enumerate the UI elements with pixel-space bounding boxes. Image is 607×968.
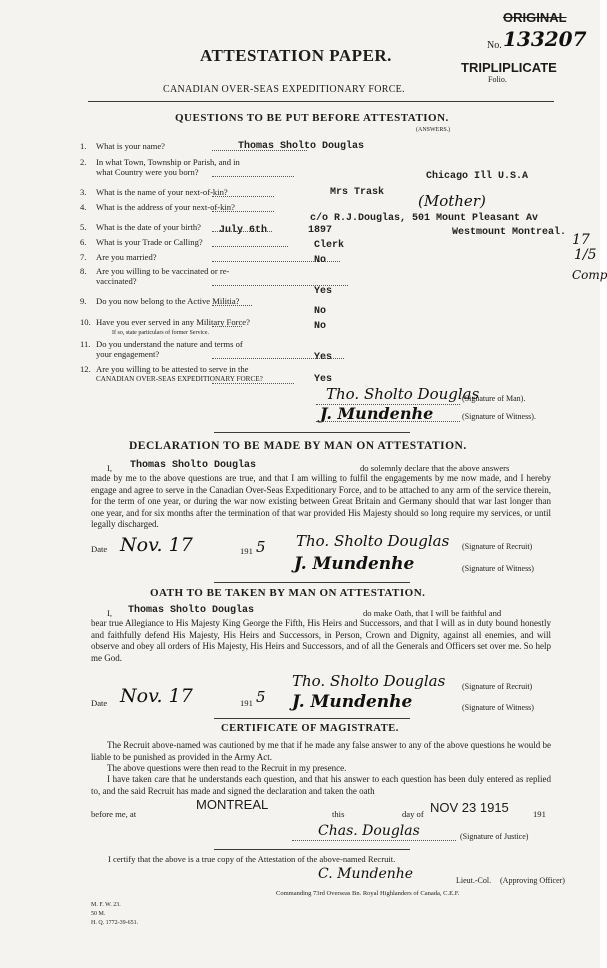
signature-man: Tho. Sholto Douglas [326,385,480,403]
oath-text-first: do make Oath, that I will be faithful and [363,608,502,618]
question-text: your engagement? [96,349,160,359]
question-text: What is your Trade or Calling? [96,237,203,247]
margin-note-2: 1/5 [574,247,597,263]
question-text: Are you willing to be vaccinated or re- [96,266,230,276]
oath-date: Nov. 17 [120,685,193,707]
question-text: CANADIAN OVER-SEAS EXPEDITIONARY FORCE? [96,375,263,383]
question-text: Have you ever served in any Military Force? [96,317,250,327]
declaration-name: Thomas Sholto Douglas [130,460,257,471]
divider [214,582,410,583]
certificate-heading: CERTIFICATE OF MAGISTRATE. [221,723,399,734]
question-text: Are you willing to be attested to serve in the [96,364,249,374]
answer-married: No [314,255,327,266]
certificate-signature-label: (Signature of Justice) [460,832,529,841]
certify-rank-label: Lieut.-Col. [456,876,492,885]
certify-unit: Commanding 73rd Overseas Bn. Royal Highlanders of Canada, C.E.F. [276,890,460,897]
certificate-line3: I have taken care that he understands each question, and that his answer to each question has been duly entered as replied to, and the said Recruit has made and signed the declaration and taken the oath [91,774,551,796]
margin-note-3: Comp [572,268,607,282]
certificate-signature: Chas. Douglas [318,823,420,839]
signature-man-label: (Signature of Man). [462,394,526,403]
certificate-day-of-label: day of [402,809,424,819]
oath-signature-witness: J. Mundenhe [292,692,413,712]
answers-label: (ANSWERS.) [416,127,451,133]
certificate-line1: The Recruit above-named was cautioned by me that if he made any false answer to any of the above questions he would be liable to be punished as provided in the Army Act. [91,740,551,762]
certificate-line2: The above questions were then read to the Recruit in my presence. [107,763,347,773]
margin-note-1: 17 [572,232,590,248]
question-text: Do you understand the nature and terms of [96,339,243,349]
sig-line [292,840,456,841]
question-number: 7. [80,252,87,262]
sig-line [316,404,460,405]
oath-name: Thomas Sholto Douglas [128,605,255,616]
question-text: What is the name of your next-of-kin? [96,187,228,197]
answer-birth-year: 1897 [308,225,333,236]
regimental-number: 133207 [503,27,587,51]
page-title: ATTESTATION PAPER. [200,46,392,65]
answer-next-of-kin: Mrs Trask [330,187,385,198]
answer-vaccinated: Yes [314,286,333,297]
declaration-signature-witness-label: (Signature of Witness) [462,564,534,573]
answer-birth-day: July 6th [219,225,268,236]
question-text: If so, state particulars of former Service. [112,330,209,336]
signature-witness: J. Mundenhe [320,404,434,423]
declaration-year-suffix: 5 [256,538,266,556]
page-subtitle: CANADIAN OVER-SEAS EXPEDITIONARY FORCE. [163,84,405,95]
divider [214,849,410,850]
oath-year-prefix: 191 [240,698,253,708]
question-number: 6. [80,237,87,247]
declaration-i: I, [107,463,113,473]
answer-militia: No [314,306,327,317]
certify-text: I certify that the above is a true copy of the Attestation of the above-named Recruit. [108,854,396,864]
answer-served: No [314,321,327,332]
answer-understand: Yes [314,352,333,363]
declaration-signature-witness: J. Mundenhe [294,554,415,574]
question-text: Do you now belong to the Active Militia? [96,296,240,306]
stamp-no-label: No. [487,40,502,51]
answer-line [212,196,274,197]
divider [214,432,410,433]
declaration-text: made by me to the above questions are true, and that I am willing to fulfil the engagements by me now made, and I hereby engage and agree to serve in the Canadian Over-Seas Expeditionary Force, and to be attached to any arm of the service therein, for the term of one year, or during the war now existing between Great Britain and Germany should that war last longer than one year, and for six months after the termination of that war provided His Majesty should so long require my services, or until legally discharged. [91,473,551,530]
question-number: 2. [80,157,87,167]
certify-signature: C. Mundenhe [318,866,414,882]
question-number: 10. [80,317,91,327]
answer-line [212,211,274,212]
declaration-date: Nov. 17 [120,534,193,556]
form-code: H. Q. 1772-39-651. [91,920,139,926]
oath-date-label: Date [91,698,108,708]
answer-address-2: Westmount Montreal. [452,227,567,238]
answer-line [212,176,294,177]
questions-heading: QUESTIONS TO BE PUT BEFORE ATTESTATION. [175,112,449,124]
answer-next-of-kin-note: (Mother) [418,192,486,210]
declaration-signature-recruit-label: (Signature of Recruit) [462,542,533,551]
stamp-copy: TRIPLIPLICATE [461,60,557,75]
question-number: 11. [80,339,91,349]
answer-trade: Clerk [314,240,345,251]
question-number: 4. [80,202,87,212]
form-code: 50 M. [91,911,106,917]
oath-signature-recruit-label: (Signature of Recruit) [462,682,533,691]
signature-witness-label: (Signature of Witness). [462,412,536,421]
divider [214,718,410,719]
stamp-folio: Folio. [488,75,507,84]
question-number: 5. [80,222,87,232]
declaration-heading: DECLARATION TO BE MADE BY MAN ON ATTESTATION. [129,440,467,452]
question-number: 12. [80,364,91,374]
certificate-before-label: before me, at [91,809,137,819]
answer-willing: Yes [314,374,333,385]
question-number: 8. [80,266,87,276]
declaration-signature-recruit: Tho. Sholto Douglas [296,532,450,550]
question-text: In what Town, Township or Parish, and in [96,157,240,167]
answer-name: Thomas Sholto Douglas [238,141,365,152]
declaration-year-prefix: 191 [240,546,253,556]
declaration-text-first: do solemnly declare that the above answers [360,463,510,473]
question-text: what Country were you born? [96,167,199,177]
question-number: 3. [80,187,87,197]
question-text: vaccinated? [96,276,137,286]
oath-signature-recruit: Tho. Sholto Douglas [292,672,446,690]
question-text: What is the date of your birth? [96,222,202,232]
oath-text: bear true Allegiance to His Majesty King George the Fifth, His Heirs and Successors, and that I will as in duty bound honestly and faithfully defend His Majesty, His Heirs and Successors, in Person, Crown and Dignity, against all enemies, and will observe and obey all orders of His Majesty, His Heirs and Successors, and of all the Generals and Officers set over me. So help me God. [91,618,551,663]
oath-signature-witness-label: (Signature of Witness) [462,703,534,712]
question-text: Are you married? [96,252,157,262]
answer-line [212,305,252,306]
answer-line [212,246,288,247]
oath-heading: OATH TO BE TAKEN BY MAN ON ATTESTATION. [150,587,426,599]
form-code: M. F. W. 23. [91,902,121,908]
certificate-date-stamp: NOV 23 1915 [430,800,509,815]
answer-address-1: c/o R.J.Douglas, 501 Mount Pleasant Av [310,213,539,224]
certificate-year-prefix: 191 [533,809,546,819]
certify-signature-label: (Approving Officer) [500,876,565,885]
stamp-original: ORIGINAL [503,10,567,25]
question-number: 9. [80,296,87,306]
question-number: 1. [80,141,87,151]
certificate-this-label: this [332,809,345,819]
question-text: What is the address of your next-of-kin? [96,202,235,212]
declaration-date-label: Date [91,544,108,554]
question-text: What is your name? [96,141,165,151]
answer-birthplace: Chicago Ill U.S.A [426,171,529,182]
answer-line [212,326,242,327]
divider [88,101,554,102]
certificate-place: MONTREAL [196,797,269,812]
oath-i: I, [107,608,113,618]
answer-line [212,383,294,384]
oath-year-suffix: 5 [256,688,266,706]
sig-line [316,421,460,422]
